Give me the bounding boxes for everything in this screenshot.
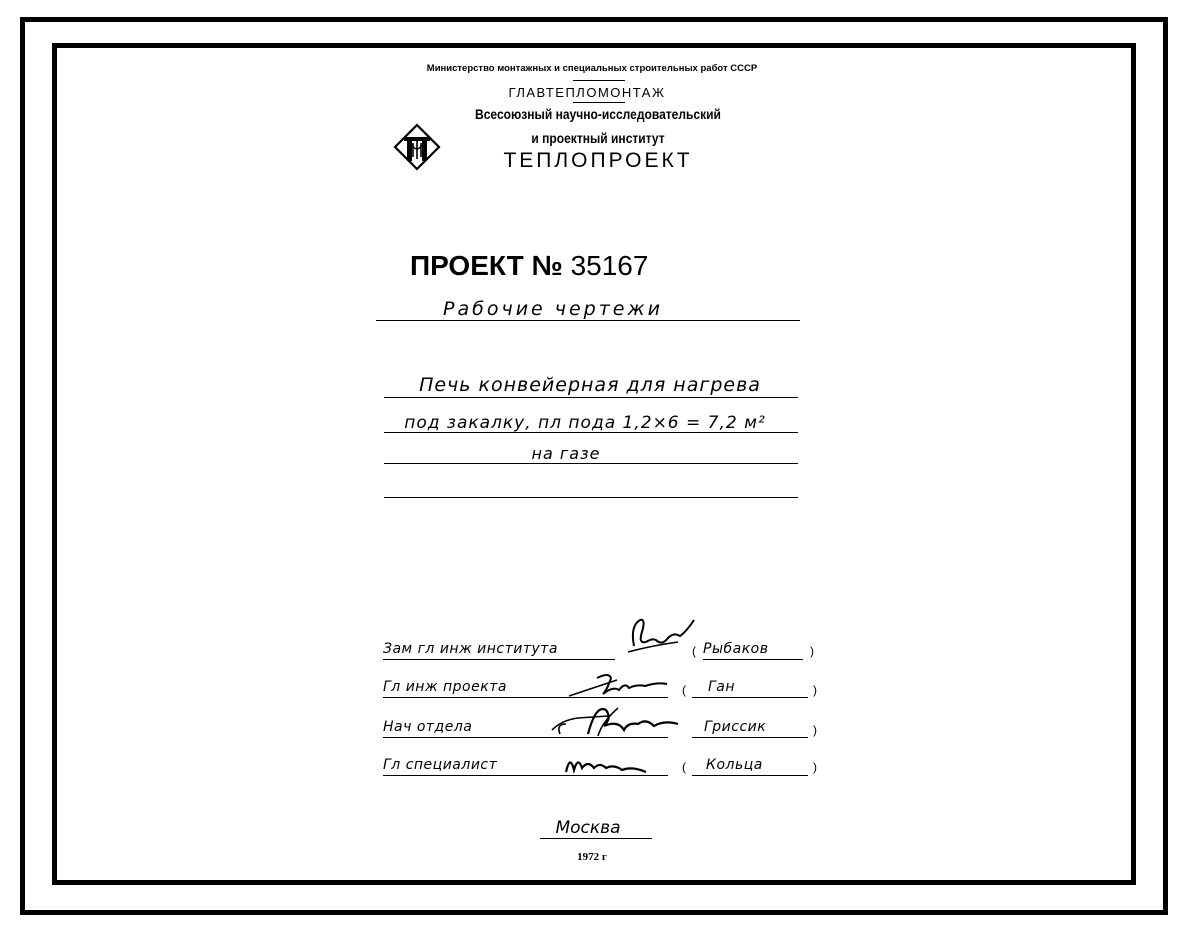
signature-name: Рыбаков	[703, 641, 769, 657]
underline	[376, 320, 800, 321]
institute-line-2: и проектный институт	[531, 130, 665, 146]
signature-grissik	[548, 700, 688, 744]
institute-line-1: Всесоюзный научно-исследовательский	[475, 106, 721, 122]
signature-role: Нач отдела	[383, 719, 473, 735]
signature-name: Гриссик	[704, 719, 767, 735]
signature-koltsa	[560, 748, 660, 778]
project-label: ПРОЕКТ №	[410, 250, 563, 281]
divider	[573, 80, 625, 81]
underline	[703, 659, 803, 660]
glavk-name: ГЛАВТЕПЛОМОНТАЖ	[508, 85, 666, 100]
institute-name: ТЕПЛОПРОЕКТ	[503, 149, 693, 172]
project-number: 35167	[570, 250, 649, 281]
paren-close: )	[813, 723, 817, 737]
paren-open: (	[682, 760, 686, 774]
project-stage: Рабочие чертежи	[443, 298, 663, 320]
underline	[384, 463, 798, 464]
divider	[573, 102, 625, 103]
signature-gan	[565, 668, 675, 702]
signature-role: Зам гл инж института	[383, 641, 559, 657]
year: 1972 г	[577, 851, 607, 863]
description-line-2: под закалку, пл пода 1,2×6 = 7,2 м²	[404, 413, 766, 433]
underline	[384, 497, 798, 498]
paren-close: )	[813, 760, 817, 774]
signature-name: Ган	[708, 679, 736, 695]
description-line-1: Печь конвейерная для нагрева	[419, 374, 761, 396]
paren-open: (	[682, 683, 686, 697]
underline	[384, 397, 798, 398]
city: Москва	[555, 818, 621, 838]
paren-close: )	[810, 644, 814, 658]
signature-role: Гл специалист	[383, 757, 498, 773]
teploproekt-logo-icon	[393, 123, 441, 171]
signature-name: Кольца	[706, 757, 763, 773]
underline	[692, 737, 808, 738]
underline	[383, 659, 615, 660]
project-title	[410, 250, 648, 282]
underline	[692, 697, 808, 698]
ministry-name: Министерство монтажных и специальных строительных работ СССР	[426, 63, 758, 74]
paren-open: (	[692, 644, 696, 658]
underline	[540, 838, 652, 839]
signature-rybakov	[620, 612, 700, 658]
paren-close: )	[813, 683, 817, 697]
underline	[692, 775, 808, 776]
description-line-3: на газе	[531, 444, 601, 463]
signature-role: Гл инж проекта	[383, 679, 507, 695]
underline	[384, 432, 798, 433]
